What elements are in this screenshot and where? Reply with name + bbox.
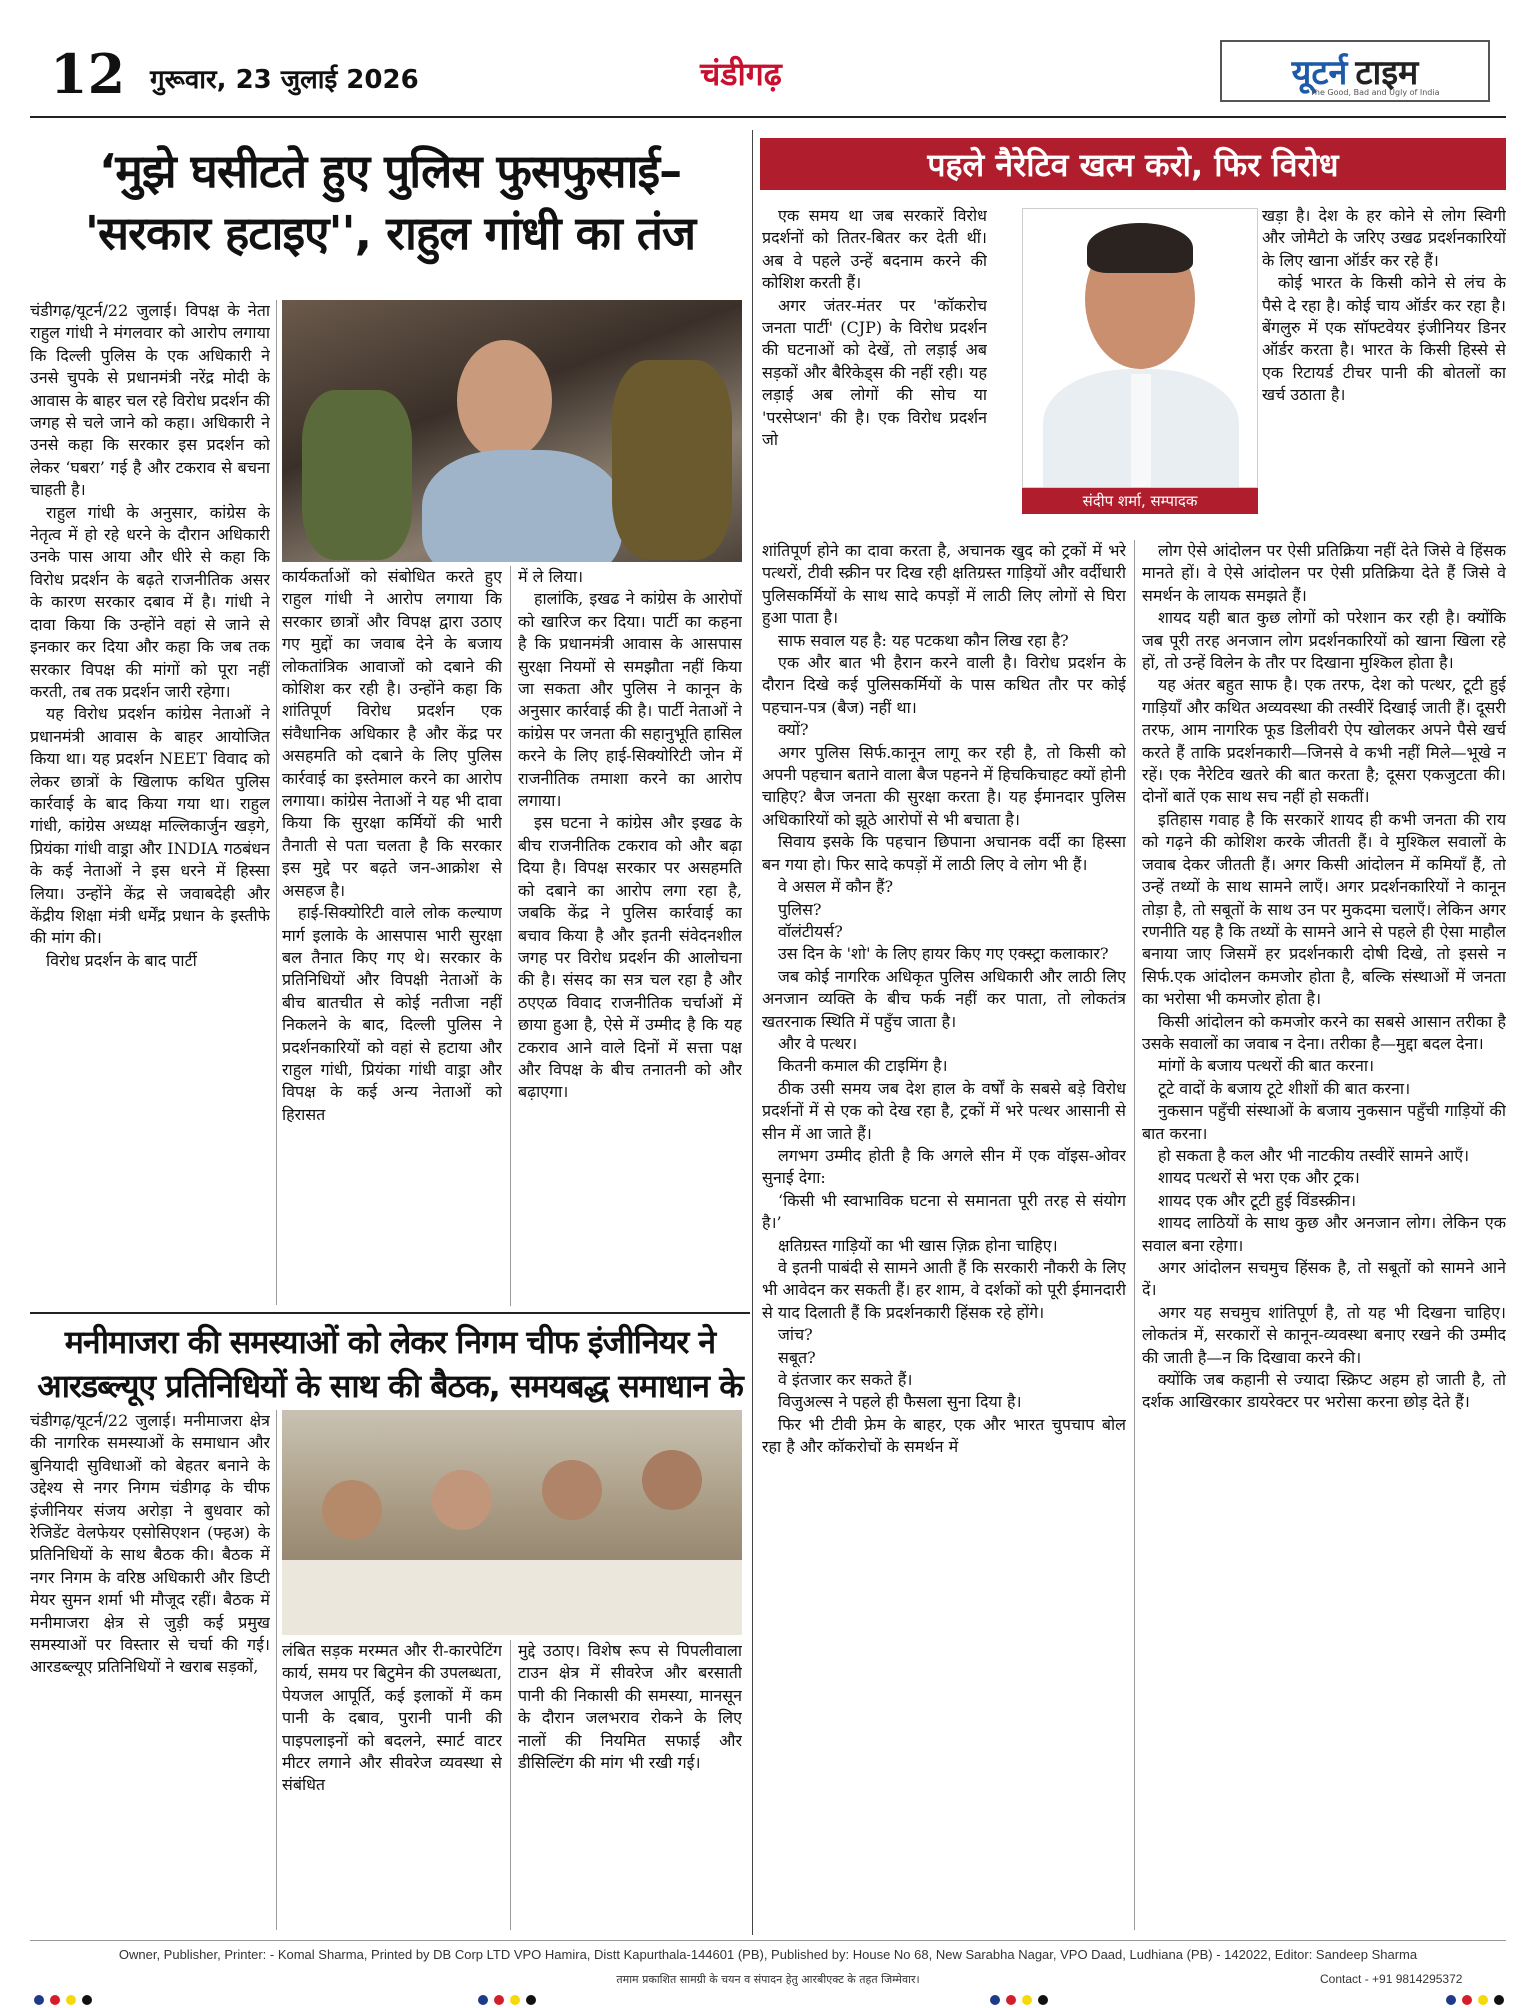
editorial-para: क्यों? <box>778 720 809 740</box>
editorial-para: वे इंतजार कर सकते हैं। <box>778 1370 913 1390</box>
editorial-para: फिर भी टीवी फ्रेम के बाहर, एक और भारत चुपचाप बोल रहा है और कॉकरोचों के समर्थन में <box>762 1414 1126 1457</box>
editorial-para: जांच? <box>778 1325 813 1345</box>
editorial-para: एक समय था जब सरकारें विरोध प्रदर्शनों को तितर-बितर कर देती थीं। अब वे पहले उन्हें बदनाम करने की कोशिश करती हैं। <box>762 206 987 293</box>
story-separator <box>30 1312 750 1314</box>
editor-photo-caption: संदीप शर्मा, सम्पादक <box>1022 488 1258 514</box>
editorial-banner: पहले नैरेटिव खत्म करो, फिर विरोध <box>760 138 1506 190</box>
editorial-para: शायद लाठियों के साथ कुछ और अनजान लोग। लेकिन एक सवाल बना रहेगा। <box>1142 1213 1506 1255</box>
column-divider <box>276 300 277 1305</box>
column-divider <box>510 1640 511 1930</box>
footer-disclaimer: तमाम प्रकाशित सामग्री के चयन व संपादन हेतु आरबीएक्ट के तहत जिम्मेवार। <box>616 1973 920 1986</box>
editorial-para: ठीक उसी समय जब देश हाल के वर्षों के सबसे बड़े विरोध प्रदर्शनों में से एक को देख रहा है, ट्रकों में भरे पत्थर आसानी से सीन में आ जाते हैं। <box>762 1078 1126 1143</box>
story1-col1-para: विरोध प्रदर्शन के बाद पार्टी <box>46 950 197 970</box>
page-number: 12 <box>50 42 126 106</box>
editorial-para: अगर जंतर-मंतर पर 'कॉकरोच जनता पार्टी' (CJP) के विरोध प्रदर्शन की घटनाओं को देखें, तो लड़ाई अब सड़कों और बैरिकेड्स की नहीं रही। यह लड़ाई अब लोगों की सोच या 'परसेप्शन' की है। एक विरोध प्रदर्शन जो <box>762 295 987 450</box>
story1-col1-para: चंडीगढ़/यूटर्न/22 जुलाई। विपक्ष के नेता राहुल गांधी ने मंगलवार को आरोप लगाया कि दिल्ली पुलिस के एक अधिकारी ने उनसे चुपके से प्रधानमंत्री नरेंद्र मोदी के आवास के बाहर चल रहे विरोध प्रदर्शन की जगह से चले जाने को कहा। अधिकारी ने उनसे कहा कि सरकार इस प्रदर्शन को लेकर ‘घबरा’ गई है और टकराव से बचना चाहती है। <box>30 301 270 500</box>
column-divider <box>1134 540 1135 1930</box>
story1-col2-para: कार्यकर्ताओं को संबोधित करते हुए राहुल गांधी ने आरोप लगाया कि सरकार छात्रों और विपक्ष द्वारा उठाए गए मुद्दों का जवाब देने के बजाय लोकतांत्रिक आवाजों को दबाने की कोशिश कर रही है। उन्होंने कहा कि शांतिपूर्ण विरोध प्रदर्शन एक संवैधानिक अधिकार है और केंद्र पर असहमति को दबाने के लिए पुलिस कार्रवाई का इस्तेमाल करने का आरोप लगाया। कांग्रेस नेताओं ने यह भी दावा किया कि सुरक्षा कर्मियों की भारी तैनाती से पता चलता है कि सरकार इस मुद्दे पर बढ़ते जन-आक्रोश से असहज है। <box>282 567 502 900</box>
editorial-para: हो सकता है कल और भी नाटकीय तस्वीरें सामने आएँ। <box>1158 1145 1470 1165</box>
editorial-para: सबूत? <box>778 1347 816 1367</box>
editorial-para: वॉलंटीयर्स? <box>778 921 843 941</box>
registration-marks-center2 <box>990 1995 1048 2005</box>
logo-text-2: टाइम <box>1355 53 1419 93</box>
editorial-para: वे असल में कौन हैं? <box>778 877 894 897</box>
editorial-col2 <box>1142 540 1506 1935</box>
registration-marks-center <box>478 1995 536 2005</box>
story2-col1-para: चंडीगढ़/यूटर्न/22 जुलाई। मनीमाजरा क्षेत्र की नागरिक समस्याओं के समाधान और बुनियादी सुविधाओं को बेहतर बनाने के उद्देश्य से नगर निगम चंडीगढ़ के चीफ इंजीनियर संजय अरोड़ा ने बुधवार को रेजिडेंट वेलफेयर एसोसिएशन (फ्हअ) के प्रतिनिधियों के साथ बैठक की। बैठक में नगर निगम के वरिष्ठ अधिकारी और डिप्टी मेयर सुमन शर्मा भी मौजूद रहीं। बैठक में मनीमाजरा क्षेत्र से जुड़ी कई प्रमुख समस्याओं पर विस्तार से चर्चा की गई। आरडब्ल्यूए प्रतिनिधियों ने खराब सड़कों, <box>30 1411 270 1677</box>
editorial-para: शायद पत्थरों से भरा एक और ट्रक। <box>1158 1168 1360 1188</box>
editorial-para: कितनी कमाल की टाइमिंग है। <box>778 1056 948 1076</box>
footer-imprint: Owner, Publisher, Printer: - Komal Sharma, Printed by DB Corp LTD VPO Hamira, Distt Kapurthala-144601 (PB), Published by: House No 68, New Sarabha Nagar, VPO Daad, Ludhiana (PB) - 142022, Editor: Sandeep Sharma <box>118 1947 1418 1962</box>
story1-col2 <box>282 566 502 1310</box>
editorial-para: शांतिपूर्ण होने का दावा करता है, अचानक खुद को ट्रकों में भरे पत्थरों, टीवी स्क्रीन पर दिख रही क्षतिग्रस्त गाड़ियों और वर्दीधारी पुलिसकर्मियों के साथ सादे कपड़ों में लाठी लिए लोगों से घिरा हुआ पाता है। <box>762 541 1126 628</box>
story1-photo <box>282 300 742 562</box>
editorial-para: कोई भारत के किसी कोने से लंच के पैसे दे रहा है। कोई चाय ऑर्डर कर रहा है। बेंगलुरु में एक सॉफ्टवेयर इंजीनियर डिनर ऑर्डर करता है। भारत के किसी हिस्से से एक रिटायर्ड टीचर पानी की बोतलों का खर्च उठाता है। <box>1262 273 1506 405</box>
editorial-para: उस दिन के 'शो' के लिए हायर किए गए एक्स्ट्रा कलाकार? <box>778 944 1109 964</box>
story1-col3-para: इस घटना ने कांग्रेस और इखढ के बीच राजनीतिक टकराव को और बढ़ा दिया है। विपक्ष सरकार पर असहमति को दबाने का आरोप लगा रहा है, जबकि केंद्र ने पुलिस कार्रवाई का बचाव किया है और इतनी संवेदनशील जगह पर विरोध प्रदर्शन की आलोचना की है। संसद का सत्र चल रहा है और ठएएळ विवाद राजनीतिक चर्चाओं में छाया हुआ है, ऐसे में उम्मीद है कि यह टकराव आने वाले दिनों में सत्ता पक्ष और विपक्ष के बीच तनातनी को और बढ़ाएगा। <box>518 813 742 1102</box>
logo-tagline: The Good, Bad and Ugly of India <box>1310 88 1440 97</box>
editorial-para: विजुअल्स ने पहले ही फैसला सुना दिया है। <box>778 1392 1022 1412</box>
editorial-col1 <box>762 540 1126 1935</box>
story1-col3-para: में ले लिया। <box>518 567 584 586</box>
editorial-para: किसी आंदोलन को कमजोर करने का सबसे आसान तरीका है उसके सवालों का जवाब न देना। तरीका है—मुद्दा बदल देना। <box>1142 1011 1506 1053</box>
issue-date: गुरूवार, 23 जुलाई 2026 <box>150 65 419 95</box>
story2-col1 <box>30 1410 270 1935</box>
column-divider <box>510 566 511 1306</box>
editorial-para: वे इतनी पाबंदी से सामने आती हैं कि सरकारी नौकरी के लिए भी आवेदन कर सकती हैं। हर शाम, वे दर्शकों को पूरी ईमानदारी से याद दिलाती हैं कि प्रदर्शनकारी हिंसक रहे होंगे। <box>762 1258 1126 1322</box>
editorial-para: लोग ऐसे आंदोलन पर ऐसी प्रतिक्रिया नहीं देते जिसे वे हिंसक मानते हों। वे ऐसे आंदोलन पर ऐसी प्रतिक्रिया देते हैं जिसे वे समर्थन के लायक समझते हैं। <box>1142 541 1506 605</box>
editor-photo <box>1022 208 1258 488</box>
story2-photo <box>282 1410 742 1635</box>
editorial-para: अगर पुलिस सिर्फ.कानून लागू कर रही है, तो किसी को अपनी पहचान बताने वाला बैज पहनने में हिचकिचाहट क्यों होनी चाहिए? बैज जनता की सुरक्षा करता है। यह ईमानदार पुलिस अधिकारियों को झूठे आरोपों से भी बचाता है। <box>762 742 1126 829</box>
editorial-para: क्योंकि जब कहानी से ज्यादा स्क्रिप्ट अहम हो जाती है, तो दर्शक आखिरकार डायरेक्टर पर भरोसा करना छोड़ देते हैं। <box>1142 1370 1506 1412</box>
editorial-para: पुलिस? <box>778 899 822 919</box>
editorial-para: जब कोई नागरिक अधिकृत पुलिस अधिकारी और लाठी लिए अनजान व्यक्ति के बीच फर्क नहीं कर पाता, तो लोकतंत्र खतरनाक स्थिति में पहुँच जाता है। <box>762 966 1126 1031</box>
section-divider <box>752 130 753 1935</box>
story1-col3 <box>518 566 742 1310</box>
story1-col1-para: यह विरोध प्रदर्शन कांग्रेस नेताओं ने प्रधानमंत्री आवास के बाहर आयोजित किया था। यह प्रदर्शन NEET विवाद को लेकर छात्रों के खिलाफ कथित पुलिस कार्रवाई के बाद किया गया था। राहुल गांधी, कांग्रेस अध्यक्ष मल्लिकार्जुन खड़गे, प्रियंका गांधी वाड्रा और INDIA गठबंधन के कई नेताओं ने इस धरने में हिस्सा लिया। उन्होंने केंद्र से जवाबदेही और केंद्रीय शिक्षा मंत्री धर्मेंद्र प्रधान के इस्तीफे की मांग की। <box>30 704 270 948</box>
story2-headline: मनीमाजरा की समस्याओं को लेकर निगम चीफ इंजीनियर ने आरडब्ल्यूए प्रतिनिधियों के साथ की बैठक, समयबद्ध समाधान के <box>37 1323 743 1405</box>
editorial-para: यह अंतर बहुत साफ है। एक तरफ, देश को पत्थर, टूटी हुई गाड़ियाँ और कथित अव्यवस्था की तस्वीरें दिखाई जाती हैं। दूसरी तरफ, आम नागरिक फूड डिलीवरी ऐप खोलकर अपने पैसे खर्च करते हैं ताकि प्रदर्शनकारी—जिनसे वे कभी नहीं मिले—भूखे न रहें। एक नैरेटिव खतरे की बात करता है; दूसरा एकजुटता की। दोनों बातें एक साथ सच नहीं हो सकतीं। <box>1142 675 1506 807</box>
header-divider <box>30 116 1506 118</box>
editorial-para: क्षतिग्रस्त गाड़ियों का भी खास ज़िक्र होना चाहिए। <box>778 1235 1058 1255</box>
footer-divider <box>30 1940 1506 1941</box>
editorial-para: मांगों के बजाय पत्थरों की बात करना। <box>1158 1056 1375 1076</box>
editorial-para: इतिहास गवाह है कि सरकारें शायद ही कभी जनता की राय को गढ़ने की कोशिश करके जीतती हैं। वे मुश्किल सवालों के जवाब देकर जीतती हैं। अगर किसी आंदोलन में कमियाँ हैं, तो उन्हें तथ्यों के साथ सामने लाएँ। अगर प्रदर्शनकारियों ने कानून तोड़ा है, तो सबूतों के साथ उन पर मुकदमा चलाएँ। लेकिन अगर रणनीति यह है कि तथ्यों के सामने आने से पहले ही ऐसा माहौल बनाया जाए जिसमें हर प्रदर्शनकारी दोषी दिखे, तो इससे न सिर्फ.एक आंदोलन कमजोर होता है, बल्कि संस्थाओं में जनता का भरोसा भी कमजोर होता है। <box>1142 809 1506 1009</box>
editorial-para: नुकसान पहुँची संस्थाओं के बजाय नुकसान पहुँची गाड़ियों की बात करना। <box>1142 1101 1506 1143</box>
editorial-para: टूटे वादों के बजाय टूटे शीशों की बात करना। <box>1158 1078 1411 1098</box>
registration-marks-left <box>34 1995 92 2005</box>
story2-col2-para: लंबित सड़क मरम्मत और री-कारपेटिंग कार्य, समय पर बिटुमेन की उपलब्धता, पेयजल आपूर्ति, कई इलाकों में कम पानी के दबाव, पुरानी पानी की पाइपलाइनों को बदलने, स्मार्ट वाटर मीटर लगाने और सीवरेज व्यवस्था से संबंधित <box>282 1641 502 1795</box>
footer-contact: Contact - +91 9814295372 <box>1320 1972 1463 1986</box>
editorial-para: साफ सवाल यह है: यह पटकथा कौन लिख रहा है? <box>778 630 1069 650</box>
story1-col1 <box>30 300 270 1310</box>
editorial-para: और वे पत्थर। <box>778 1033 858 1053</box>
story2-col3-para: मुद्दे उठाए। विशेष रूप से पिपलीवाला टाउन क्षेत्र में सीवरेज और बरसाती पानी की निकासी की समस्या, मानसून के दौरान जलभराव रोकने के लिए नालों की नियमित सफाई और डीसिल्टिंग की मांग भी रखी गई। <box>518 1641 742 1773</box>
editorial-para: शायद यही बात कुछ लोगों को परेशान कर रही है। क्योंकि जब पूरी तरह अनजान लोग प्रदर्शनकारियों को खाना खिला रहे हों, तो उन्हें विलेन के तौर पर दिखाना मुश्किल होता है। <box>1142 608 1506 673</box>
editorial-para: अगर आंदोलन सचमुच हिंसक है, तो सबूतों को सामने आने दें। <box>1142 1258 1506 1300</box>
edition-city: चंडीगढ़ <box>700 55 782 93</box>
editorial-para: शायद एक और टूटी हुई विंडस्क्रीन। <box>1158 1190 1357 1210</box>
story1-col2-para: हाई-सिक्योरिटी वाले लोक कल्याण मार्ग इलाके के आसपास भारी सुरक्षा बल तैनात किए गए थे। सरकार के प्रतिनिधियों और विपक्षी नेताओं के बीच बातचीत से कोई नतीजा नहीं निकलने के बाद, दिल्ली पुलिस ने प्रदर्शनकारियों को वहां से हटाया और राहुल गांधी, प्रियंका गांधी वाड्रा और विपक्ष के कई अन्य नेताओं को हिरासत <box>282 903 502 1124</box>
editorial-para: खड़ा है। देश के हर कोने से लोग स्विगी और जोमैटो के जरिए उखढ प्रदर्शनकारियों के लिए खाना ऑर्डर कर रहे हैं। <box>1262 206 1506 270</box>
story1-col3-para: हालांकि, इखढ ने कांग्रेस के आरोपों को खारिज कर दिया। पार्टी का कहना है कि प्रधानमंत्री आवास के आसपास सुरक्षा नियमों से समझौता नहीं किया जा सकता और पुलिस ने कानून के अनुसार कार्रवाई की है। पार्टी नेताओं ने कांग्रेस पर जनता की सहानुभूति हासिल करने के लिए हाई-सिक्योरिटी जोन में राजनीतिक तमाशा करने का आरोप लगाया। <box>518 589 742 811</box>
editorial-para: अगर यह सचमुच शांतिपूर्ण है, तो यह भी दिखना चाहिए। लोकतंत्र में, सरकारों से कानून-व्यवस्था बनाए रखने की उम्मीद की जाती है—न कि दिखावा करने की। <box>1142 1302 1506 1367</box>
story2-col3 <box>518 1640 742 1935</box>
story1-headline: ‘मुझे घसीटते हुए पुलिस फुसफुसाई– 'सरकार हटाइए'', राहुल गांधी का तंज <box>84 144 696 260</box>
logo-text-1: यूटर्न <box>1291 53 1348 93</box>
registration-marks-right <box>1446 1995 1504 2005</box>
story2-col2 <box>282 1640 502 1935</box>
editorial-para: लगभग उम्मीद होती है कि अगले सीन में एक वॉइस-ओवर सुनाई देगा: <box>762 1145 1126 1188</box>
column-divider <box>276 1410 277 1930</box>
editorial-col1-top <box>762 205 987 535</box>
editorial-col2-top <box>1262 205 1506 535</box>
editorial-para: सिवाय इसके कि पहचान छिपाना अचानक वर्दी का हिस्सा बन गया हो। फिर सादे कपड़ों में लाठी लिए वे लोग भी हैं। <box>762 832 1126 874</box>
story1-col1-para: राहुल गांधी के अनुसार, कांग्रेस के नेतृत्व में हो रहे धरने के दौरान अधिकारी उनके पास आया और धीरे से कहा कि विरोध प्रदर्शन के बढ़ते राजनीतिक असर के कारण सरकार दबाव में है। गांधी ने दावा किया कि उन्होंने वहां से जाने से इनकार कर दिया और कहा कि जब तक सरकार विपक्ष की मांगों को पूरा नहीं करती, तब तक प्रदर्शन जारी रहेगा। <box>30 502 270 701</box>
editorial-para: एक और बात भी हैरान करने वाली है। विरोध प्रदर्शन के दौरान दिखे कई पुलिसकर्मियों के पास कथित तौर पर कोई पहचान-पत्र (बैज) नहीं था। <box>762 653 1126 717</box>
editorial-para: ‘किसी भी स्वाभाविक घटना से समानता पूरी तरह से संयोग है।’ <box>762 1190 1126 1233</box>
